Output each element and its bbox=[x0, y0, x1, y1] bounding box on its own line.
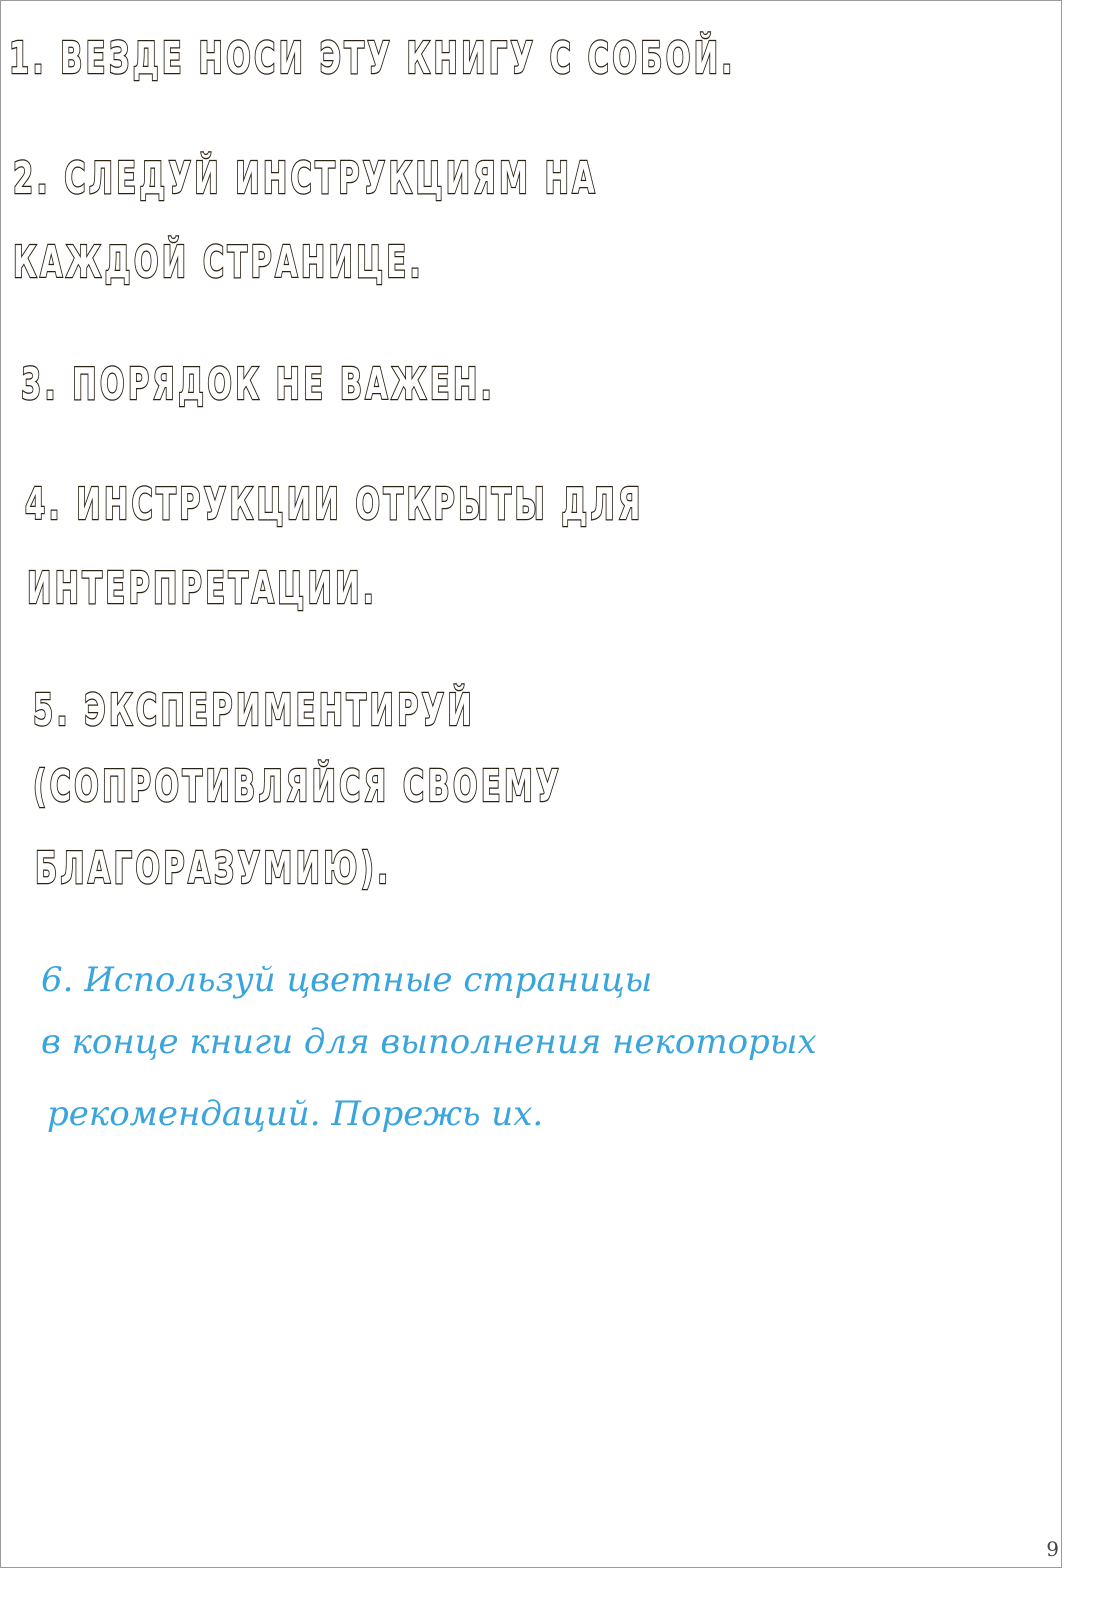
rule-5-line-1: 5. ЭКСПЕРИМЕНТИРУЙ bbox=[33, 685, 475, 736]
rule-5-line-2: (СОПРОТИВЛЯЙСЯ СВОЕМУ bbox=[33, 761, 562, 812]
note-line-2: в конце книги для выполнения некоторых bbox=[41, 1022, 817, 1062]
note-line-3: рекомендаций. Порежь их. bbox=[47, 1094, 544, 1134]
rule-4-line-1: 4. ИНСТРУКЦИИ ОТКРЫТЫ ДЛЯ bbox=[25, 479, 644, 530]
rule-2-line-1: 2. СЛЕДУЙ ИНСТРУКЦИЯМ НА bbox=[13, 153, 599, 204]
note-line-1: 6. Используй цветные страницы bbox=[41, 960, 653, 1000]
rule-1-line-1: 1. ВЕЗДЕ НОСИ ЭТУ КНИГУ С СОБОЙ. bbox=[9, 33, 736, 84]
rule-4-line-2: ИНТЕРПРЕТАЦИИ. bbox=[27, 563, 378, 614]
page-number: 9 bbox=[1046, 1537, 1059, 1561]
rule-3-line-1: 3. ПОРЯДОК НЕ ВАЖЕН. bbox=[21, 359, 495, 410]
rule-5-line-3: БЛАГОРАЗУМИЮ). bbox=[35, 843, 392, 894]
rule-2-line-2: КАЖДОЙ СТРАНИЦЕ. bbox=[13, 237, 424, 288]
